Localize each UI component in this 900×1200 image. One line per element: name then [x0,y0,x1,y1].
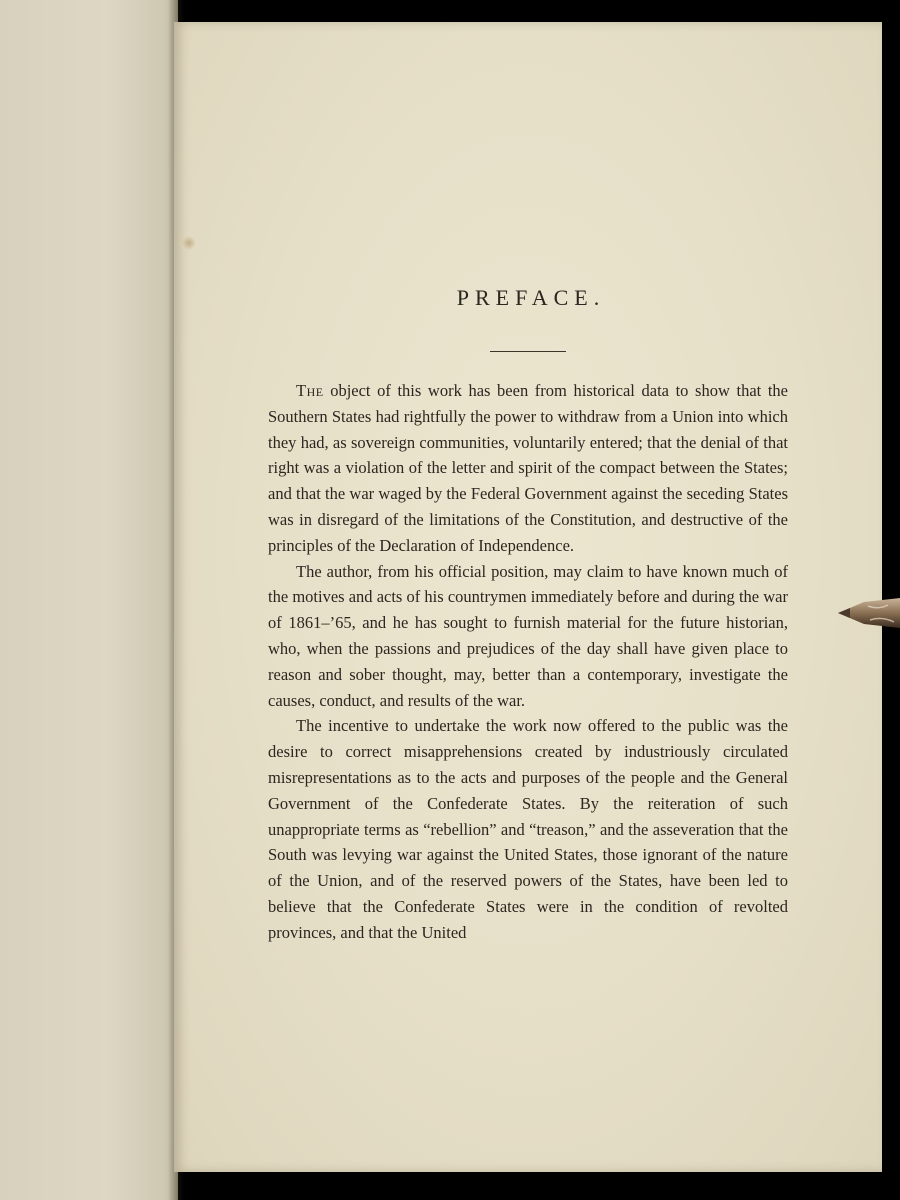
left-page [0,0,178,1200]
page-content [268,287,788,946]
paragraph-text: The incentive to undertake the work now offered to the public was the desire to correct misapprehensions created by industriously circulated misrepresentations as to the acts and purposes of the people and the General Government of the Confederate States. By the reiteration of such unappropriate terms as “rebellion” and “treason,” and the asseveration that the South was levying war against the United States, those ignorant of the nature of the Union, and of the reserved powers of the States, have been led to believe that the Confederate States were in the condition of revolted provinces, and that the United [268,716,788,942]
paragraph-2 [268,559,788,714]
paper-stain [182,236,196,250]
pencil-tip-icon [838,596,900,630]
paragraph-lead-word: The [296,381,324,400]
paragraph-3 [268,713,788,945]
page-title: PREFACE. [456,285,606,310]
paragraph-text: object of this work has been from historical data to show that the Southern States had rightfully the power to withdraw from a Union into which they had, as sovereign communities, voluntarily entered; that the denial of that right was a violation of the letter and spirit of the compact between the States; and that the war waged by the Federal Government against the seceding States was in disregard of the limitations of the Constitution, and destructive of the principles of the Declaration of Independence. [268,381,788,555]
paragraph-1 [268,378,788,559]
paragraph-text: The author, from his official position, may claim to have known much of the motives and acts of his countrymen immediately before and during the war of 1861–’65, and he has sought to furnish material for the future historian, who, when the passions and prejudices of the day shall have given place to reason and sober thought, may, better than a contemporary, investigate the causes, conduct, and results of the war. [268,561,788,710]
right-page [174,22,882,1172]
title-divider [490,351,566,352]
